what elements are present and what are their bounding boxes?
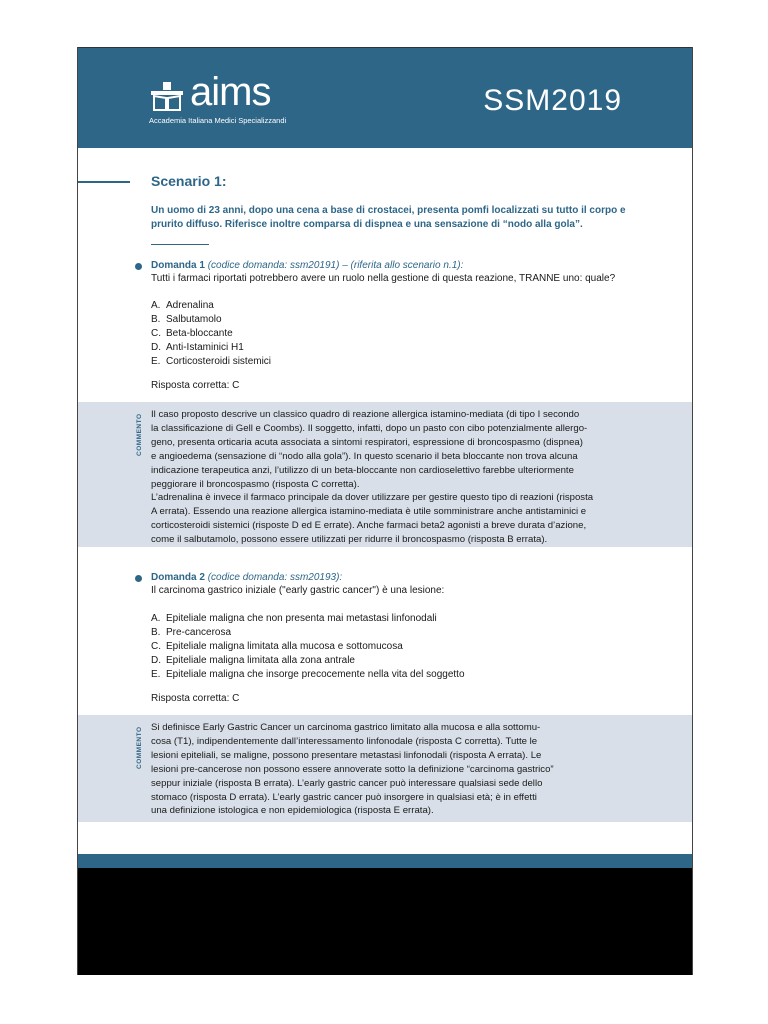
header-title: SSM2019 <box>483 84 622 117</box>
scenario-title: Scenario 1: <box>151 173 227 189</box>
comment-line: stomaco (risposta D errata). L’early gastric cancer può insorgere in qualsiasi età; è in effetti <box>151 791 537 803</box>
comment-line: geno, presenta orticaria acuta associata a sintomi respiratori, espressione di broncospasmo (dispnea) <box>151 436 583 448</box>
option-e <box>151 355 271 369</box>
scenario-divider <box>151 244 209 245</box>
footer-black-area <box>78 868 692 975</box>
option-c <box>151 327 271 341</box>
question-bullet-icon <box>135 263 142 270</box>
option-a <box>151 299 271 313</box>
question-2-text: Il carcinoma gastrico iniziale ("early gastric cancer") è una lesione: <box>151 585 445 596</box>
option-d <box>151 654 465 668</box>
comment-line: Si definisce Early Gastric Cancer un carcinoma gastrico limitato alla mucosa e alla sottomu- <box>151 722 541 733</box>
option-letter: C. <box>151 328 161 339</box>
comment-line: lesioni epiteliali, se maligne, possono presentare metastasi linfonodali (risposta A errata). Le <box>151 749 542 761</box>
option-text: Anti-Istaminici H1 <box>166 342 244 353</box>
option-a <box>151 612 465 626</box>
comment-label: COMMENTO <box>136 413 143 456</box>
option-b <box>151 313 271 327</box>
question-2-label: Domanda 2 <box>151 572 205 583</box>
option-text: Epiteliale maligna che non presenta mai metastasi linfonodali <box>166 613 437 624</box>
option-text: Epiteliale maligna limitata alla zona antrale <box>166 655 355 666</box>
option-letter: A. <box>151 613 161 624</box>
option-text: Pre-cancerosa <box>166 627 232 638</box>
option-text: Adrenalina <box>166 300 214 311</box>
page-header <box>78 47 692 148</box>
question-1-options <box>151 299 271 369</box>
question-1-label: Domanda 1 <box>151 260 205 271</box>
comment-line: indicazione terapeutica anzi, l’utilizzo di un beta-bloccante non cardioselettivo farebbe ulteriormente <box>151 464 574 476</box>
aims-logo-icon <box>150 82 188 112</box>
question-2-heading <box>151 572 342 583</box>
comment-line: lesioni pre-cancerose non possono essere annoverate sotto la definizione “carcinoma gastrico” <box>151 763 554 775</box>
option-letter: E. <box>151 356 161 367</box>
comment-line: la classificazione di Gell e Coombs). Il soggetto, infatti, dopo un pasto con cibo potenzialmente allergo- <box>151 422 588 434</box>
comment-line: seppur iniziale (risposta B errata). L’early gastric cancer può interessare qualsiasi sede dello <box>151 777 543 789</box>
option-text: Beta-bloccante <box>166 328 233 339</box>
comment-line: L’adrenalina è invece il farmaco principale da dover utilizzare per gestire questo tipo di reazioni (risposta <box>151 492 594 504</box>
option-c <box>151 640 465 654</box>
question-1-code: (codice domanda: ssm20191) – (riferita allo scenario n.1): <box>207 260 464 271</box>
option-letter: D. <box>151 655 161 666</box>
question-2-answer: Risposta corretta: C <box>151 693 240 704</box>
comment-line: cosa (T1), indipendentemente dall’interessamento linfonodale (risposta C corretta). Tutte le <box>151 735 538 747</box>
question-1-heading <box>151 260 463 271</box>
question-2-options <box>151 612 465 682</box>
comment-line: corticosteroidi sistemici (risposte D ed E errate). Anche farmaci beta2 agonisti a breve durata d’azione, <box>151 520 587 532</box>
scenario-accent-rule <box>78 181 130 183</box>
footer-band <box>78 854 692 868</box>
option-letter: D. <box>151 342 161 353</box>
logo-wordmark: aims <box>190 70 271 114</box>
comment-line: Il caso proposto descrive un classico quadro di reazione allergica istamino-mediata (di tipo I secondo <box>151 409 580 420</box>
comment-line: peggiorare il broncospasmo (risposta C corretta). <box>151 478 360 490</box>
option-letter: E. <box>151 669 161 680</box>
option-text: Salbutamolo <box>166 314 222 325</box>
question-2-comment <box>151 721 634 818</box>
option-letter: C. <box>151 641 161 652</box>
logo-subtitle: Accademia Italiana Medici Specializzandi <box>149 116 287 125</box>
option-e <box>151 668 465 682</box>
option-text: Corticosteroidi sistemici <box>166 356 272 367</box>
question-1-text: Tutti i farmaci riportati potrebbero avere un ruolo nella gestione di questa reazione, TRANNE uno: quale? <box>151 273 616 284</box>
option-letter: A. <box>151 300 161 311</box>
comment-line: una definizione istologica e non epidemiologica (risposta E errata). <box>151 805 434 817</box>
comment-line: A errata). Essendo una reazione allergica istamino-mediata è utile somministrare anche antistaminici e <box>151 506 587 518</box>
option-text: Epiteliale maligna che insorge precocemente nella vita del soggetto <box>166 669 465 680</box>
question-bullet-icon <box>135 575 142 582</box>
option-text: Epiteliale maligna limitata alla mucosa e sottomucosa <box>166 641 403 652</box>
option-letter: B. <box>151 314 161 325</box>
question-2-comment-box <box>78 715 692 822</box>
question-2-code: (codice domanda: ssm20193): <box>207 572 343 583</box>
question-1-comment-box <box>78 402 692 547</box>
comment-label: COMMENTO <box>136 726 143 769</box>
comment-line: come il salbutamolo, possono essere utilizzati per ridurre il broncospasmo (risposta B errata). <box>151 534 548 546</box>
question-1-answer: Risposta corretta: C <box>151 380 240 391</box>
comment-line: e angioedema (sensazione di “nodo alla gola”). In questo scenario il beta bloccante non trova alcuna <box>151 450 578 462</box>
document-page <box>77 47 693 975</box>
question-1-comment <box>151 408 634 547</box>
option-letter: B. <box>151 627 161 638</box>
scenario-text: Un uomo di 23 anni, dopo una cena a base di crostacei, presenta pomfi localizzati su tutto il corpo e prurito diffuso. Riferisce inoltre comparsa di dispnea e una sensazione di “nodo alla gola”. <box>151 205 626 230</box>
option-d <box>151 341 271 355</box>
option-b <box>151 626 465 640</box>
